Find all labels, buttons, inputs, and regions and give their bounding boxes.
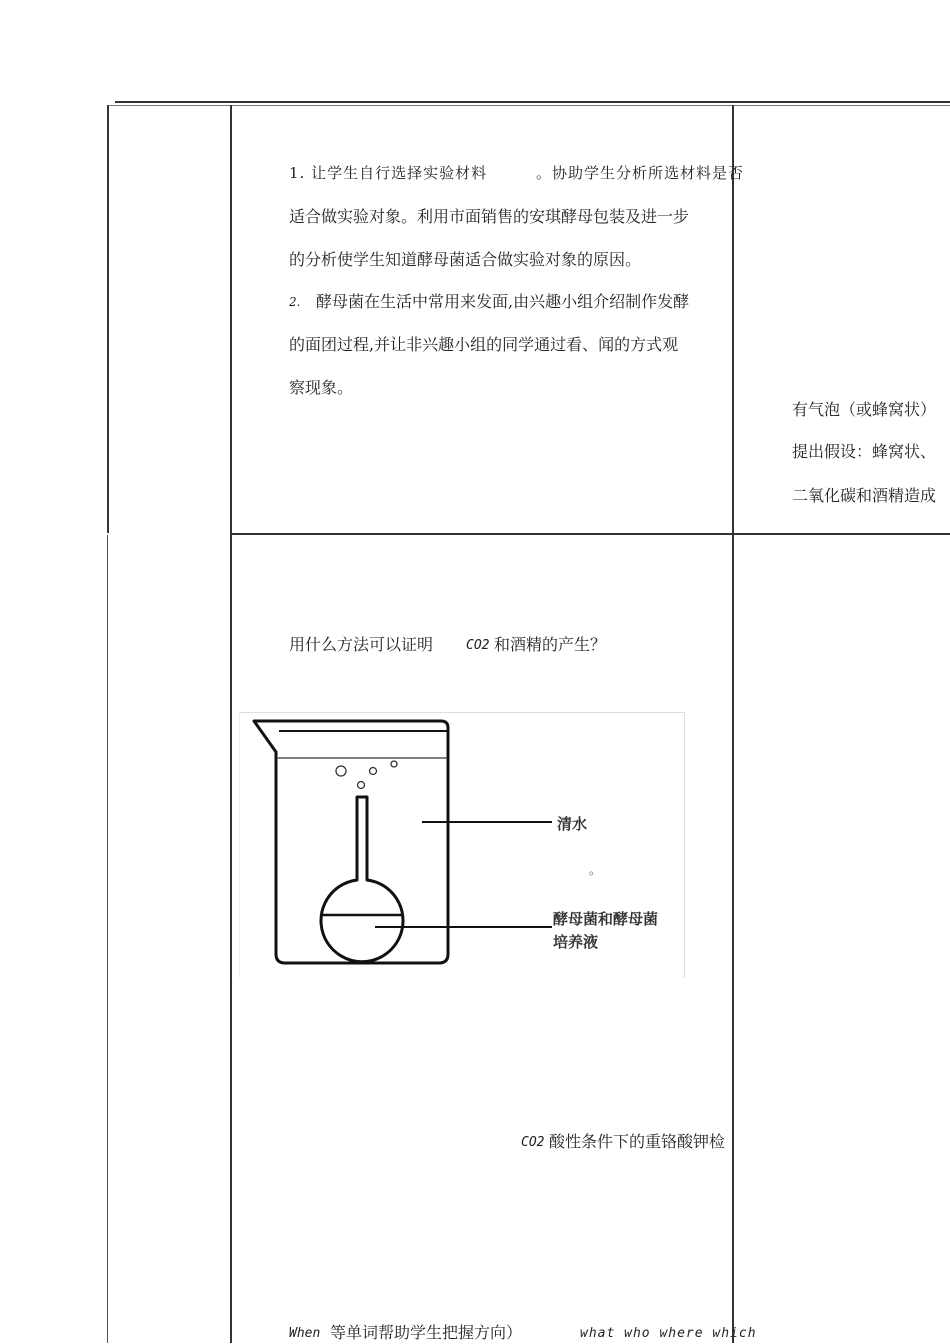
hypothesis-text-cont: 二氧化碳和酒精造成 xyxy=(792,486,937,505)
table-top-border xyxy=(115,101,950,103)
step-1-text-b: 。协助学生分析所选材料是否 xyxy=(536,164,745,182)
step-2-text-line3: 察现象。 xyxy=(289,378,354,397)
step-1-text-line2: 适合做实验对象。利用市面销售的安琪酵母包装及进一步 xyxy=(289,207,690,226)
step-1-text-line3: 的分析使学生知道酵母菌适合做实验对象的原因。 xyxy=(289,250,642,269)
col-divider-left xyxy=(107,105,109,533)
col-divider-1 xyxy=(230,105,232,1343)
question-co2: CO2 xyxy=(466,638,490,653)
beaker-flask-illustration xyxy=(239,712,685,978)
question-text-a: 用什么方法可以证明 xyxy=(289,635,434,654)
bottom-question-words: what who where which xyxy=(580,1326,757,1341)
question-text-b: 和酒精的产生？ xyxy=(494,635,607,654)
bottom-when: When xyxy=(289,1326,321,1341)
table-top-border-inner xyxy=(108,105,950,106)
col-divider-left-lower xyxy=(107,535,108,1343)
label-dot: 。 xyxy=(589,863,602,877)
step-2-text-line2: 的面团过程,并让非兴趣小组的同学通过看、闻的方式观 xyxy=(289,335,679,354)
bottom-text: 等单词帮助学生把握方向） xyxy=(330,1323,523,1342)
label-yeast-culture: 培养液 xyxy=(553,933,599,951)
observation-text: 有气泡（或蜂窝状） xyxy=(792,400,937,419)
step-1-text-a: 1. 让学生自行选择实验材料 xyxy=(289,164,488,182)
label-water: 清水 xyxy=(557,815,588,833)
hypothesis-text: 提出假设：蜂窝状、 xyxy=(792,442,937,461)
step-2-number: 2. xyxy=(289,295,301,309)
detect-co2: CO2 xyxy=(521,1135,545,1150)
experiment-diagram xyxy=(239,712,685,978)
detect-text: 酸性条件下的重铬酸钾检 xyxy=(549,1132,726,1151)
col-divider-2 xyxy=(732,105,734,1343)
row-divider xyxy=(230,533,950,535)
label-yeast: 酵母菌和酵母菌 xyxy=(553,910,659,928)
step-2-text-line1: 酵母菌在生活中常用来发面,由兴趣小组介绍制作发酵 xyxy=(316,292,690,311)
